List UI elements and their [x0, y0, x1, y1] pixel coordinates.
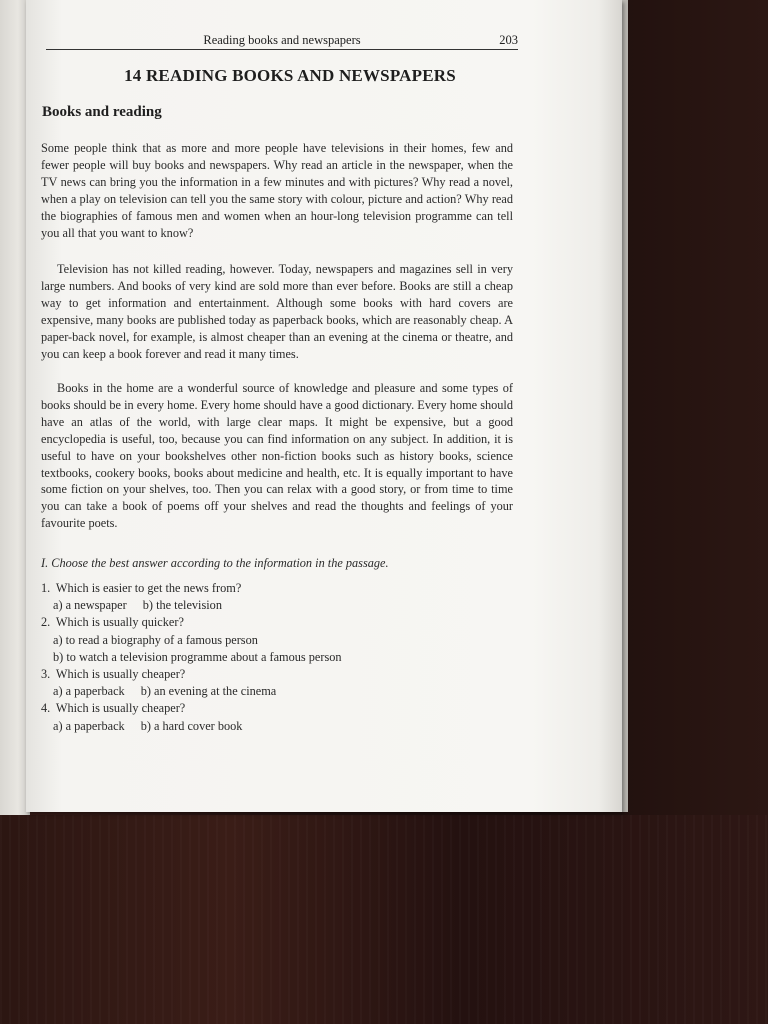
question-item — [41, 666, 501, 700]
paragraph: Television has not killed reading, however. Today, newspapers and magazines sell in very large numbers. And books of very kind are sold more than ever before. Books are still a cheap way to get information and entertainment. Although some books with hard covers are expensive, many books are published today as paperback books, which are reasonably cheap. A paper-back novel, for example, is almost cheaper than an evening at the cinema or theatre, and you can keep a book forever and read it many times. — [41, 262, 513, 361]
question-item — [41, 614, 501, 666]
question-text: Which is usually quicker? — [55, 615, 184, 630]
question-text: Which is usually cheaper? — [55, 667, 186, 682]
paragraph: Some people think that as more and more people have televisions in their homes, few and fewer people will buy books and newspapers. Why read an article in the newspaper, when the TV news can bring you the information in a few minutes and with pictures? Why read a novel, when a play on television can tell you the same story with colour, picture and action? Why read the biographies of famous men and women when an hour-long television programme can tell you all that you want to know? — [41, 141, 513, 240]
answer-option: b) the television — [142, 598, 222, 613]
answer-option: a) a newspaper — [53, 598, 127, 613]
answer-option: a) a paperback — [53, 684, 125, 699]
exercise-instruction: I. Choose the best answer according to the information in the passage. — [41, 556, 389, 570]
question-number: 3. — [41, 667, 51, 682]
answer-option: b) to watch a television programme about a famous person — [53, 649, 342, 664]
wood-surface — [0, 815, 768, 1024]
question-number: 1. — [41, 581, 51, 595]
question-text: Which is easier to get the news from? — [55, 581, 242, 595]
book-page — [26, 0, 622, 812]
page-number: 203 — [499, 33, 518, 47]
section-title: Books and reading — [42, 104, 162, 120]
answer-option: b) an evening at the cinema — [140, 684, 277, 699]
paragraph: Books in the home are a wonderful source of knowledge and pleasure and some types of books should be in every home. Every home should have a good dictionary. Every home should have an atlas of the world, with large clear maps. It might be expensive, but a good encyclopedia is useful, too, because you can find information on any subject. In addition, it is useful to have on your bookshelves other non-fiction books such as history books, science textbooks, cookery books, books about medicine and health, etc. It is equally important to have some fiction on your shelves, too. Then you can relax with a good story, or from time to time you can take a book of poems off your shelves and read the thoughts and feelings of your favourite poets. — [41, 381, 513, 531]
question-text: Which is usually cheaper? — [55, 701, 186, 716]
chapter-title: 14 READING BOOKS AND NEWSPAPERS — [124, 66, 456, 85]
question-number: 2. — [41, 615, 51, 630]
answer-option: a) a paperback — [53, 718, 125, 733]
answer-option: a) to read a biography of a famous person — [53, 632, 258, 647]
answer-option: b) a hard cover book — [140, 718, 243, 733]
running-header — [46, 33, 518, 50]
question-item — [41, 580, 501, 614]
question-item — [41, 700, 501, 734]
running-title: Reading books and newspapers — [203, 33, 361, 47]
question-number: 4. — [41, 701, 51, 716]
question-list — [41, 580, 501, 735]
